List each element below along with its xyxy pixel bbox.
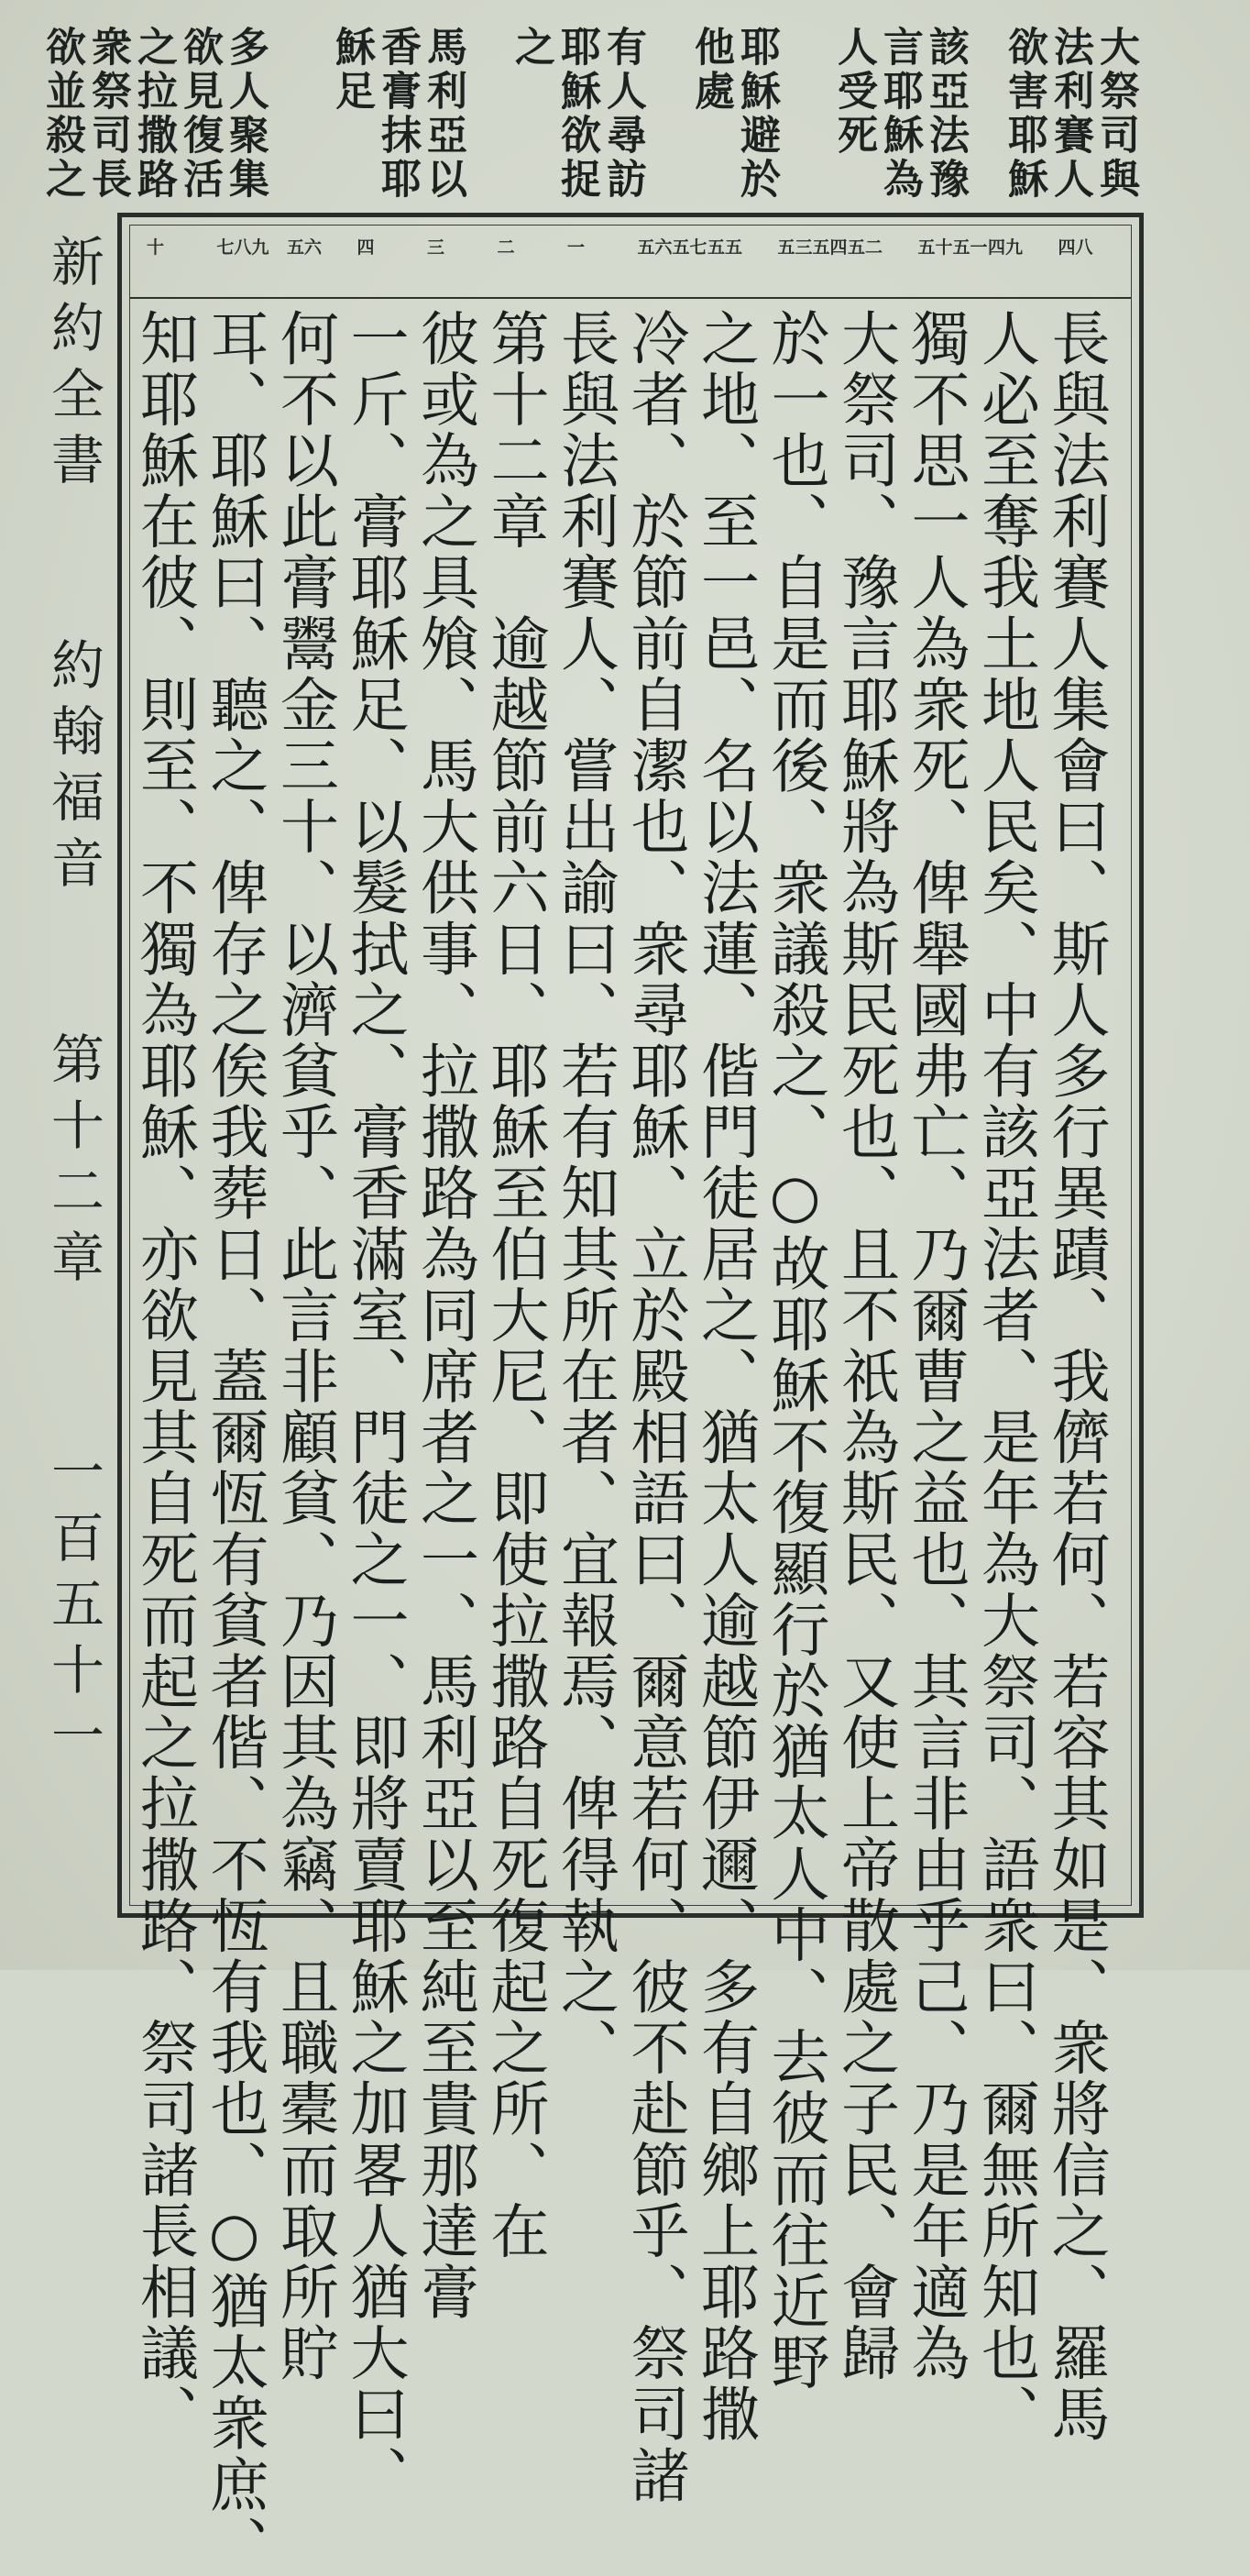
marginal-note (508, 26, 646, 202)
text-column: 知耶穌在彼、則至、不獨為耶穌、亦欲見其自死而起之拉撒路、祭司諸長相議、 (130, 308, 198, 2445)
text-column: 於一也、自是而後、衆議殺之、○故耶穌不復顯行於猶太人中、去彼而往近野 (761, 308, 829, 2394)
verse-marker: 三 (427, 237, 445, 258)
marginal-note-line: 該亞法豫 (922, 26, 969, 202)
marginal-note-line: 欲並殺之 (38, 26, 85, 202)
chapter-label: 第十二章 (42, 1031, 104, 1295)
verse-marker: 四八 (1058, 237, 1093, 258)
text-column: 長與法利賽人集會曰、斯人多行異蹟、我儕若何、若容其如是、衆將信之、羅馬 (1041, 308, 1110, 2445)
text-column: 獨不思一人為衆死、俾舉國弗亡、乃爾曹之益也、其言非由乎己、乃是年適為 (901, 308, 970, 2384)
marginal-note (330, 26, 464, 202)
verse-marker: 五六 (287, 237, 323, 258)
marginal-notes (38, 26, 1139, 209)
text-column: 耳、耶穌曰、聽之、俾存之俟我葬日、蓋爾恆有貧者偕、不恆有我也、○猶太衆庶、 (200, 308, 269, 2576)
verse-marker: 四九 (988, 237, 1024, 258)
verse-marker: 五三五四 (777, 237, 848, 258)
marginal-note-line: 多人聚集 (222, 26, 269, 202)
text-column: 何不以此膏鬻金三十、以濟貧乎、此言非顧貧、乃因其為竊、且職橐而取所貯 (270, 308, 338, 2384)
text-column: 之地、至一邑、名以法蓮、偕門徒居之、猶太人逾越節伊邇、多有自鄉上耶路撒 (691, 308, 759, 2445)
verse-marker: 四 (356, 237, 375, 258)
marginal-note-line: 欲見復活 (176, 26, 223, 202)
page-number: 一百五十一 (42, 1444, 104, 1774)
text-column: 彼或為之具飧、馬大供事、拉撒路為同席者之一、馬利亞以至純至貴那達膏 (411, 308, 478, 2323)
gospel-name: 約翰福音 (42, 637, 104, 901)
verse-number-band (130, 226, 1131, 299)
verse-marker: 一 (567, 237, 586, 258)
marginal-note-line: 穌足 (328, 26, 375, 114)
verse-marker: 五十五一 (917, 237, 988, 258)
text-column: 冷者、於節前自潔也、衆尋耶穌、立於殿相語曰、爾意若何、彼不赴節乎、祭司諸 (620, 308, 689, 2506)
marginal-note-line: 耶穌避於 (733, 26, 780, 202)
marginal-note (830, 26, 969, 202)
marginal-note-line: 法利賽人 (1047, 26, 1093, 202)
text-column: 長與法利賽人、嘗出諭曰、若有知其所在者、宜報焉、俾得執之、 (551, 308, 619, 2079)
marginal-note-line: 言耶穌為 (876, 26, 923, 202)
verse-marker: 十 (147, 237, 165, 258)
text-frame-inner (129, 225, 1132, 2576)
scripture-columns (130, 303, 1131, 2576)
verse-marker: 五六五七 (637, 237, 707, 258)
running-head (37, 234, 110, 1911)
marginal-note-line: 馬利亞以 (420, 26, 466, 202)
book-title: 新約全書 (42, 234, 104, 498)
marginal-note (38, 26, 269, 202)
verse-marker: 五五 (707, 237, 743, 258)
text-column: 人必至奪我土地人民矣、中有該亞法者、是年為大祭司、語衆曰、爾無所知也、 (971, 308, 1039, 2445)
marginal-note-line: 衆祭司長 (84, 26, 131, 202)
marginal-note (1001, 26, 1139, 202)
verse-marker: 二 (497, 237, 515, 258)
marginal-note (687, 26, 780, 202)
marginal-note-line: 有人尋訪 (599, 26, 646, 202)
marginal-note-line: 之拉撒路 (130, 26, 177, 202)
text-column: 第十二章 逾越節前六日、耶穌至伯大尼、即使拉撒路自死復起之所、在 (480, 308, 549, 2262)
marginal-note-line: 大祭司與 (1092, 26, 1139, 202)
marginal-note-line: 之 (508, 26, 554, 70)
verse-marker: 五二 (848, 237, 883, 258)
marginal-note-line: 香膏抹耶 (374, 26, 421, 202)
text-frame (117, 213, 1144, 2576)
marginal-note-line: 他處 (687, 26, 734, 114)
marginal-note-line: 欲害耶穌 (1001, 26, 1047, 202)
marginal-note-line: 耶穌欲捉 (554, 26, 600, 202)
marginal-note-line: 人受死 (830, 26, 877, 158)
text-column: 大祭司、豫言耶穌將為斯民死也、且不祇為斯民、又使上帝散處之子民、會歸 (831, 308, 899, 2384)
verse-marker: 七八九 (216, 237, 269, 258)
text-column: 一斤、膏耶穌足、以髮拭之、膏香滿室、門徒之一、即將賣耶穌之加畧人猶大曰、 (340, 308, 409, 2506)
